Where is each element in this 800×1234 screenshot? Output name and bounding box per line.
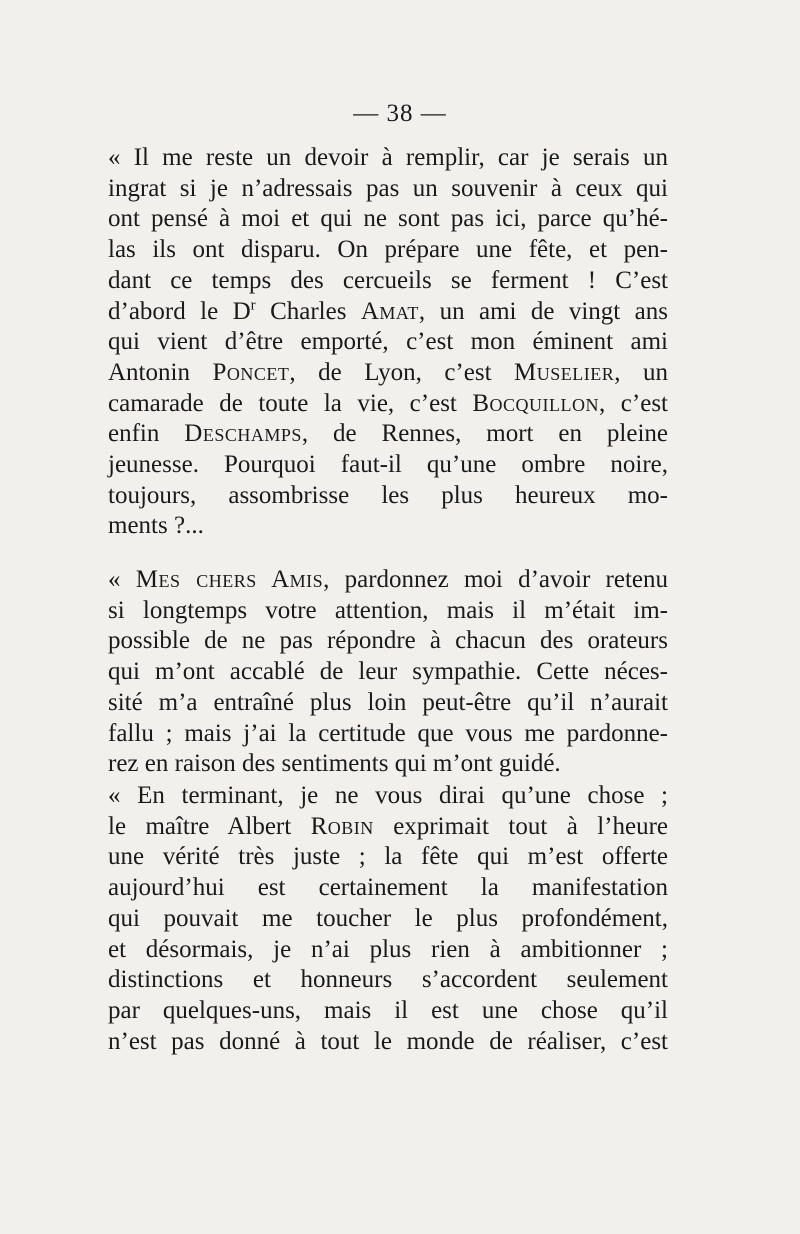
text-line: rez en raison des sentiments qui m’ont guidé. <box>108 750 561 778</box>
surname: Bocquillon <box>472 389 600 417</box>
text-line: possible de ne pas répondre à chacun des orateurs <box>108 627 668 655</box>
abbrev-superscript: r <box>250 297 256 314</box>
text-run: , c’est <box>599 389 668 417</box>
text-line: ingrat si je n’adressais pas un souvenir à ceux qui <box>108 174 668 202</box>
text-run: , un ami de vingt ans <box>418 297 668 325</box>
text-line: las ils ont disparu. On prépare une fête, et pen- <box>108 236 668 264</box>
text-line: qui m’ont accablé de leur sympathie. Cette néces- <box>108 658 668 686</box>
text-line: « Il me reste un devoir à remplir, car je serais un <box>108 144 668 171</box>
text-line: ments ?... <box>108 512 204 540</box>
salutation: Mes chers Amis <box>135 566 324 593</box>
text-line: par quelques-uns, mais il est une chose qu’il <box>108 996 668 1024</box>
surname: Amat <box>360 297 419 325</box>
text-line: n’est pas donné à tout le monde de réaliser, c’est <box>108 1027 668 1055</box>
text-line <box>108 812 668 843</box>
text-run: , pardonnez moi d’avoir retenu <box>323 566 668 593</box>
text-line: toujours, assombrisse les plus heureux mo- <box>108 481 668 509</box>
text-line: aujourd’hui est certainement la manifestation <box>108 874 668 902</box>
surname: Poncet <box>212 358 290 386</box>
text-line: sité m’a entraîné plus loin peut-être qu’il n’aurait <box>108 688 668 716</box>
text-line: jeunesse. Pourquoi faut-il qu’une ombre noire, <box>108 451 668 479</box>
text-line <box>108 419 668 450</box>
text-line: distinctions et honneurs s’accordent seulement <box>108 966 668 994</box>
text-line: et désormais, je n’ai plus rien à ambitionner ; <box>108 935 668 963</box>
paragraph-3 <box>108 781 668 1057</box>
text-line <box>108 358 668 389</box>
text-run: Antonin <box>108 358 213 386</box>
page-number: — 38 — <box>353 100 447 127</box>
text-line <box>108 389 668 420</box>
paragraph-2 <box>108 565 668 780</box>
text-line <box>108 565 668 596</box>
text-line: fallu ; mais j’ai la certitude que vous me pardonne- <box>108 719 668 747</box>
text-run: enfin <box>108 420 185 448</box>
text-line: qui pouvait me toucher le plus profondément, <box>108 904 668 932</box>
text-run: camarade de toute la vie, c’est <box>108 389 473 417</box>
text-run: Charles <box>255 297 361 325</box>
text-line <box>108 297 668 328</box>
surname: Muselier <box>514 358 615 386</box>
text-line: qui vient d’être emporté, c’est mon éminent ami <box>108 328 668 356</box>
text-run: d’abord le D <box>108 297 251 325</box>
text-line: si longtemps votre attention, mais il m’était im- <box>108 596 668 624</box>
text-line: dant ce temps des cercueils se ferment ! C’est <box>108 266 668 294</box>
paragraph-1 <box>108 143 668 542</box>
text-run: « <box>108 566 136 593</box>
text-run: le maître Albert <box>108 812 311 840</box>
text-line: « En terminant, je ne vous dirai qu’une chose ; <box>108 782 668 809</box>
text-run: , de Lyon, c’est <box>289 358 515 386</box>
text-run: exprimait tout à l’heure <box>373 812 668 840</box>
surname: Deschamps <box>184 420 302 448</box>
text-line: une vérité très juste ; la fête qui m’est offerte <box>108 843 668 871</box>
text-run: , un <box>614 358 669 386</box>
surname: Robin <box>310 812 374 840</box>
text-line: ont pensé à moi et qui ne sont pas ici, parce qu’hé- <box>108 205 668 233</box>
text-run: , de Rennes, mort en pleine <box>301 420 668 448</box>
